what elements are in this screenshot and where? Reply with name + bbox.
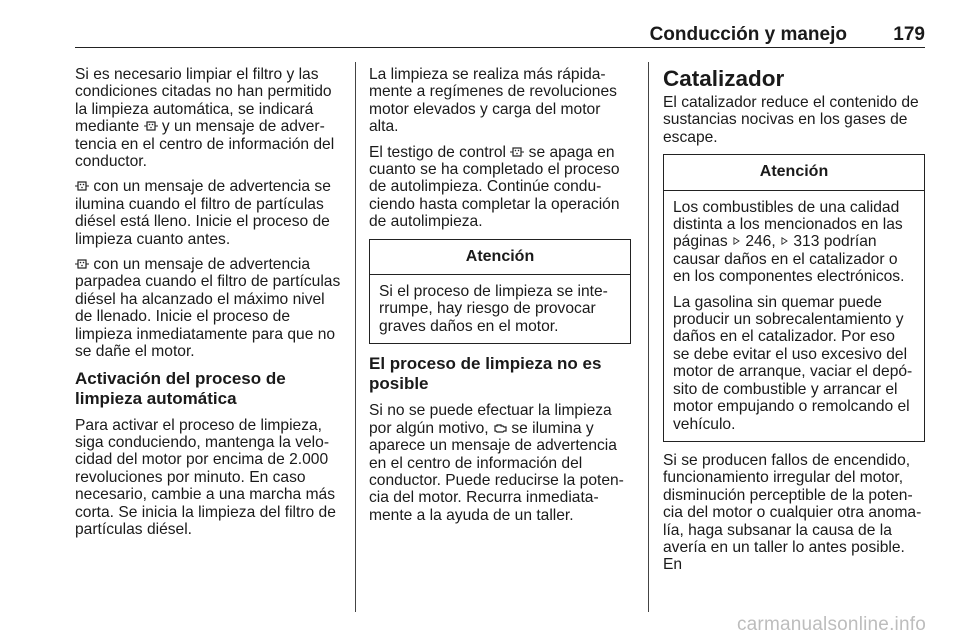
paragraph: La limpieza se realiza más rápidamente a regímenes de revoluciones motor elevados y carga del motor alta. (369, 66, 617, 136)
page-reference-arrow-icon[interactable] (732, 235, 741, 247)
warning-box-body (664, 191, 924, 433)
paragraph: Si se producen fallos de encendido, funcionamiento irregular del motor, disminución perceptible de la potencia del motor o cualquier otra anomalía, haga subsanar la causa de la avería en un taller lo antes posible. En (663, 451, 922, 574)
paragraph (369, 144, 631, 231)
page-header (75, 22, 925, 50)
paragraph (75, 256, 343, 360)
page-number: 179 (893, 24, 925, 45)
text: y un mensaje de advertencia en el centro de información del conductor. (75, 118, 335, 171)
text: Los combustibles de una calidad distinta a los mencionados en las páginas (673, 198, 903, 251)
engine-check-icon (493, 422, 507, 434)
paragraph: Si el proceso de limpieza se interrumpe, hay riesgo de provocar graves daños en el motor. (379, 283, 608, 335)
column-3 (663, 66, 925, 582)
paragraph (75, 66, 343, 170)
warning-box (663, 154, 925, 442)
text: con un mensaje de advertencia parpadea cuando el filtro de partículas diésel ha alcanzado el máximo nivel de llenado. Inicie el proceso de limpieza inmediatamente para que no se dañe el motor. (75, 256, 341, 361)
paragraph: La gasolina sin quemar puede producir un sobrecalentamiento y daños en el catalizador. Por eso se debe evitar el uso excesivo del motor de arranque, vaciar el depósito de combustible y arrancar el motor empujando o remolcando el vehículo. (673, 293, 913, 433)
diesel-particulate-filter-icon (75, 258, 89, 270)
column-divider-1 (355, 62, 356, 612)
header-rule (75, 47, 925, 48)
text: se apaga en cuanto se ha completado el proceso de autolimpieza. Continúe conduciendo hasta completar la operación de autolimpieza. (369, 143, 620, 231)
watermark: carmanualsonline.info (736, 614, 926, 635)
text: se ilumina y aparece un mensaje de advertencia en el centro de información del conductor. Puede reducirse la potencia del motor. Recurra inmediatamente a la ayuda de un taller. (369, 419, 624, 524)
warning-box (369, 239, 631, 345)
paragraph: Para activar el proceso de limpieza, siga conduciendo, mantenga la velocidad del motor por encima de 2.000 revoluciones por minuto. En caso necesario, cambie a una marcha más corta. Se inicia la limpieza del filtro de partículas diésel. (75, 416, 336, 538)
paragraph (75, 178, 343, 248)
diesel-particulate-filter-icon (510, 146, 524, 158)
section-title: Conducción y manejo (649, 24, 847, 45)
page-reference-arrow-icon[interactable] (780, 235, 789, 247)
subheading: El proceso de limpieza no es posible (369, 354, 602, 394)
column-divider-2 (648, 62, 649, 612)
text: con un mensaje de advertencia se ilumina cuando el filtro de partículas diésel está lleno. Inicie el proceso de limpieza cuanto antes. (75, 178, 331, 248)
section-heading: Catalizador (663, 66, 785, 91)
paragraph (673, 199, 915, 286)
column-1 (75, 66, 343, 546)
warning-box-body (370, 275, 630, 335)
page-reference[interactable]: 246, (745, 233, 776, 251)
diesel-particulate-filter-icon (144, 120, 158, 132)
warning-box-title: Atención (664, 155, 924, 190)
paragraph (369, 402, 631, 524)
paragraph: El catalizador reduce el contenido de sustancias nocivas en los gases de escape. (663, 94, 919, 146)
diesel-particulate-filter-icon (75, 180, 89, 192)
text: 313 podrían causar daños en el catalizador o en los componentes electrónicos. (673, 233, 905, 286)
subheading: Activación del proceso de limpieza automática (75, 368, 286, 408)
column-2 (369, 66, 631, 532)
text: El testigo de control (369, 143, 506, 161)
text: Si es necesario limpiar el filtro y las condiciones citadas no han permitido la limpieza automática, se indicará mediante (75, 66, 332, 136)
warning-box-title: Atención (370, 240, 630, 275)
text: Si no se puede efectuar la limpieza por algún motivo, (369, 402, 612, 437)
